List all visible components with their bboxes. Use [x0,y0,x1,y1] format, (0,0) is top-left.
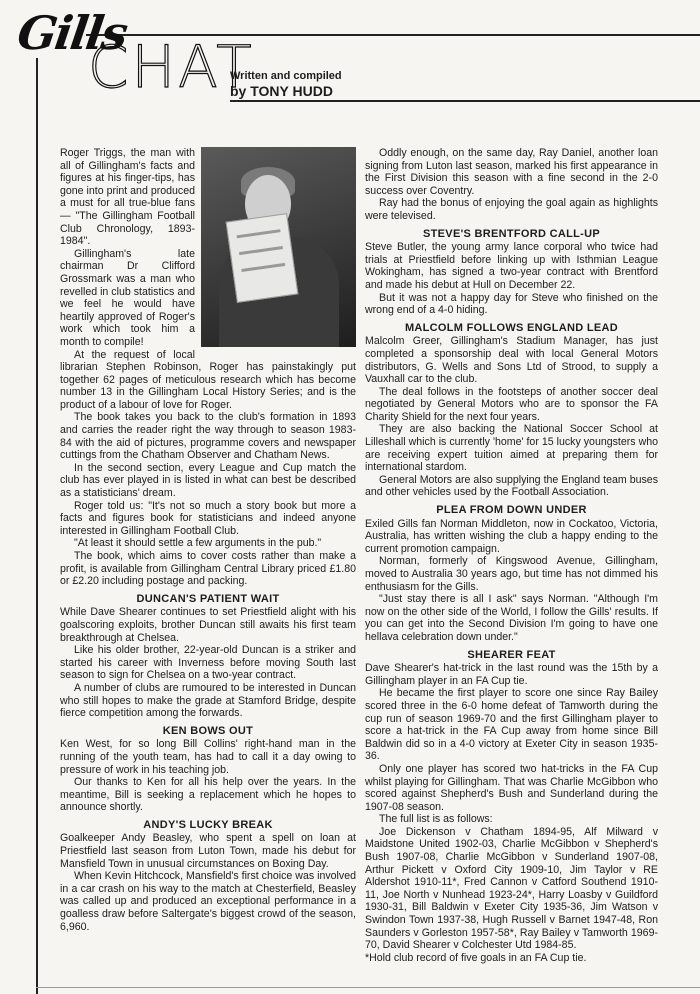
paragraph: When Kevin Hitchcock, Mansfield's first choice was involved in a car crash on his way to the match at Chesterfield, Beasley was called up and produced an exceptional performance in a goalless draw before Saltergate's biggest crowd of the season, 6,960. [60,870,356,933]
heading-duncan: DUNCAN'S PATIENT WAIT [136,592,280,605]
paragraph: Goalkeeper Andy Beasley, who spent a spell on loan at Priestfield last season from Luton Town, made his debut for Mansfield Town in unusual circumstances on Boxing Day. [60,832,356,870]
paragraph: Oddly enough, on the same day, Ray Daniel, another loan signing from Luton last season, marked his first appearance in the First Division this season with a fine second in the 2-0 success over Coventry. [365,147,658,197]
paragraph: Roger told us: "It's not so much a story book but more a facts and figures book for statisticians and indeed anyone interested in Gillingham Football Club. [60,499,356,537]
heading-andy: ANDY'S LUCKY BREAK [143,818,273,831]
paragraph: Only one player has scored two hat-tricks in the FA Cup whilst playing for Gillingham. That was Charlie McGibbon who scored against Shepherd's Bush and Sunderland during the 1907-08 season. [365,762,658,813]
paragraph: While Dave Shearer continues to set Priestfield alight with his goalscoring exploits, brother Duncan still awaits his first team breakthrough at Chelsea. [60,606,356,644]
paragraph: General Motors are also supplying the England team buses and other vehicles used by the Football Association. [365,473,658,499]
roger-triggs-photo [201,147,356,347]
paragraph: Our thanks to Ken for all his help over the years. In the meantime, Bill is seeking a replacement which he hopes to announce shortly. [60,776,356,814]
left-column [60,147,356,933]
bottom-rule [36,987,700,988]
paragraph: The full list is as follows: [379,813,493,826]
paragraph: "At least it should settle a few arguments in the pub." [74,537,322,550]
paragraph: A number of clubs are rumoured to be interested in Duncan who still hopes to make the grade at Stamford Bridge, despite fierce competition among the forwards. [60,681,356,720]
paragraph: The book takes you back to the club's formation in 1893 and carries the reader right the way through to season 1983-84 with the aid of pictures, programme covers and newspaper cuttings from the Chatham Observer and Chatham News. [60,411,356,462]
gills-logo: Gills [14,6,130,60]
paragraph: Dave Shearer's hat-trick in the last round was the 15th by a Gillingham player in an FA Cup tie. [365,662,658,687]
byline-author: by TONY HUDD [230,82,333,99]
paragraph: Ken West, for so long Bill Collins' right-hand man in the running of the youth team, has had to call it a day owing to pressure of work in his teaching job. [60,738,356,776]
heading-plea: PLEA FROM DOWN UNDER [436,504,587,517]
paragraph: Norman, formerly of Kingswood Avenue, Gillingham, moved to Australia 30 years ago, but time has not dimmed his enthusiasm for the Gills. [365,555,658,593]
paragraph: The deal follows in the footsteps of another soccer deal negotiated by General Motors who are to sponsor the FA Charity Shield for the next four years. [365,385,658,423]
right-column [365,147,658,964]
paragraph: Like his older brother, 22-year-old Duncan is a striker and started his career with Inverness before moving South last season to sign for Chelsea on a two-year contract. [60,644,356,682]
paragraph: Exiled Gills fan Norman Middleton, now in Cockatoo, Victoria, Australia, has written wishing the club a happy ending to the current promotion campaign. [365,517,658,555]
hat-trick-list: Joe Dickenson v Chatham 1894-95, Alf Milward v Maidstone United 1902-03, Charlie McGibbon v Shepherd's Bush 1907-08, Charlie McGibbon v Sunderland 1907-08, Arthur Pickett v Oxford City 1909-10, Jim Taylor v RE Aldershot 1910-11*, Fred Cannon v Catford Southend 1910-11, Joe North v Nunhead 1923-24*, Harry Loasby v Guildford 1930-31, Bill Baldwin v Exeter City 1935-36, Jim Watson v Swindon Town 1937-38, Hugh Russell v Barnet 1947-48, Ron Saunders v Gorleston 1957-58*, Ray Bailey v Tamworth 1969-70, David Shearer v Colchester Utd 1984-85. [365,825,658,952]
paragraph: They are also backing the National Soccer School at Lilleshall which is currently 'home' for 15 lucky youngsters who are receiving expert tuition aimed at preparing them for international stardom. [365,423,658,474]
heading-shearer: SHEARER FEAT [467,648,556,661]
paragraph: Ray had the bonus of enjoying the goal again as highlights were televised. [365,197,658,222]
paragraph: Gillingham's late chairman Dr Clifford Grossmark was a man who revelled in club statistics and we feel he would have heartily approved of Roger's work which took him a month to compile! [60,247,195,348]
paragraph: But it was not a happy day for Steve who finished on the wrong end of a 4-0 hiding. [365,291,658,317]
paragraph: In the second section, every League and Cup match the club has ever played in is listed in what can best be described as a statisticians' dream. [60,461,356,500]
heading-ken: KEN BOWS OUT [162,724,254,737]
page-title: CHAT [88,33,255,101]
heading-malcolm: MALCOLM FOLLOWS ENGLAND LEAD [404,321,619,334]
heading-steve: STEVE'S BRENTFORD CALL-UP [423,227,600,240]
book-icon [226,213,299,303]
paragraph: "Just stay there is all I ask" says Norman. "Although I'm now on the other side of the World, I follow the Gills' results. If you can get into the Second Division I'm going to have one hellava celebration down under." [365,593,658,643]
paragraph: At the request of local librarian Stephen Robinson, Roger has painstakingly put together 62 pages of meticulous research which has become number 13 in the Gillingham Local History Series; and is the product of a labour of love for Roger. [60,348,356,411]
paragraph: Steve Butler, the young army lance corporal who twice had trials at Priestfield before linking up with Isthmian League Wokingham, has signed a two-year contract with Brentford and made his debut at Hull on December 22. [365,241,658,291]
header-rule [230,100,700,102]
byline-subtitle: Written and compiled [230,70,342,82]
paragraph: Malcolm Greer, Gillingham's Stadium Manager, has just completed a sponsorship deal with local General Motors distributors, G. Wells and Sons Ltd of Strood, to supply a Vauxhall car to the club. [365,335,658,386]
paragraph: Roger Triggs, the man with all of Gillingham's facts and figures at his finger-tips, has gone into print and produced a must for all true-blue fans — "The Gillingham Football Club Chronology, 1893-1984". [60,147,195,248]
byline [230,70,342,99]
footnote: *Hold club record of five goals in an FA Cup tie. [365,951,587,964]
paragraph: The book, which aims to cover costs rather than make a profit, is available from Gillingham Central Library priced £1.80 or £2.20 including postage and packing. [60,550,356,588]
paragraph: He became the first player to score one since Ray Bailey scored three in the 6-0 home defeat of Tamworth during the cup run of season 1969-70 and the first Gillingham player to score a hat-trick in the FA Cup away from home since Bill Baldwin did so in a 4-0 victory at Exeter City in season 1935-36. [365,687,658,763]
